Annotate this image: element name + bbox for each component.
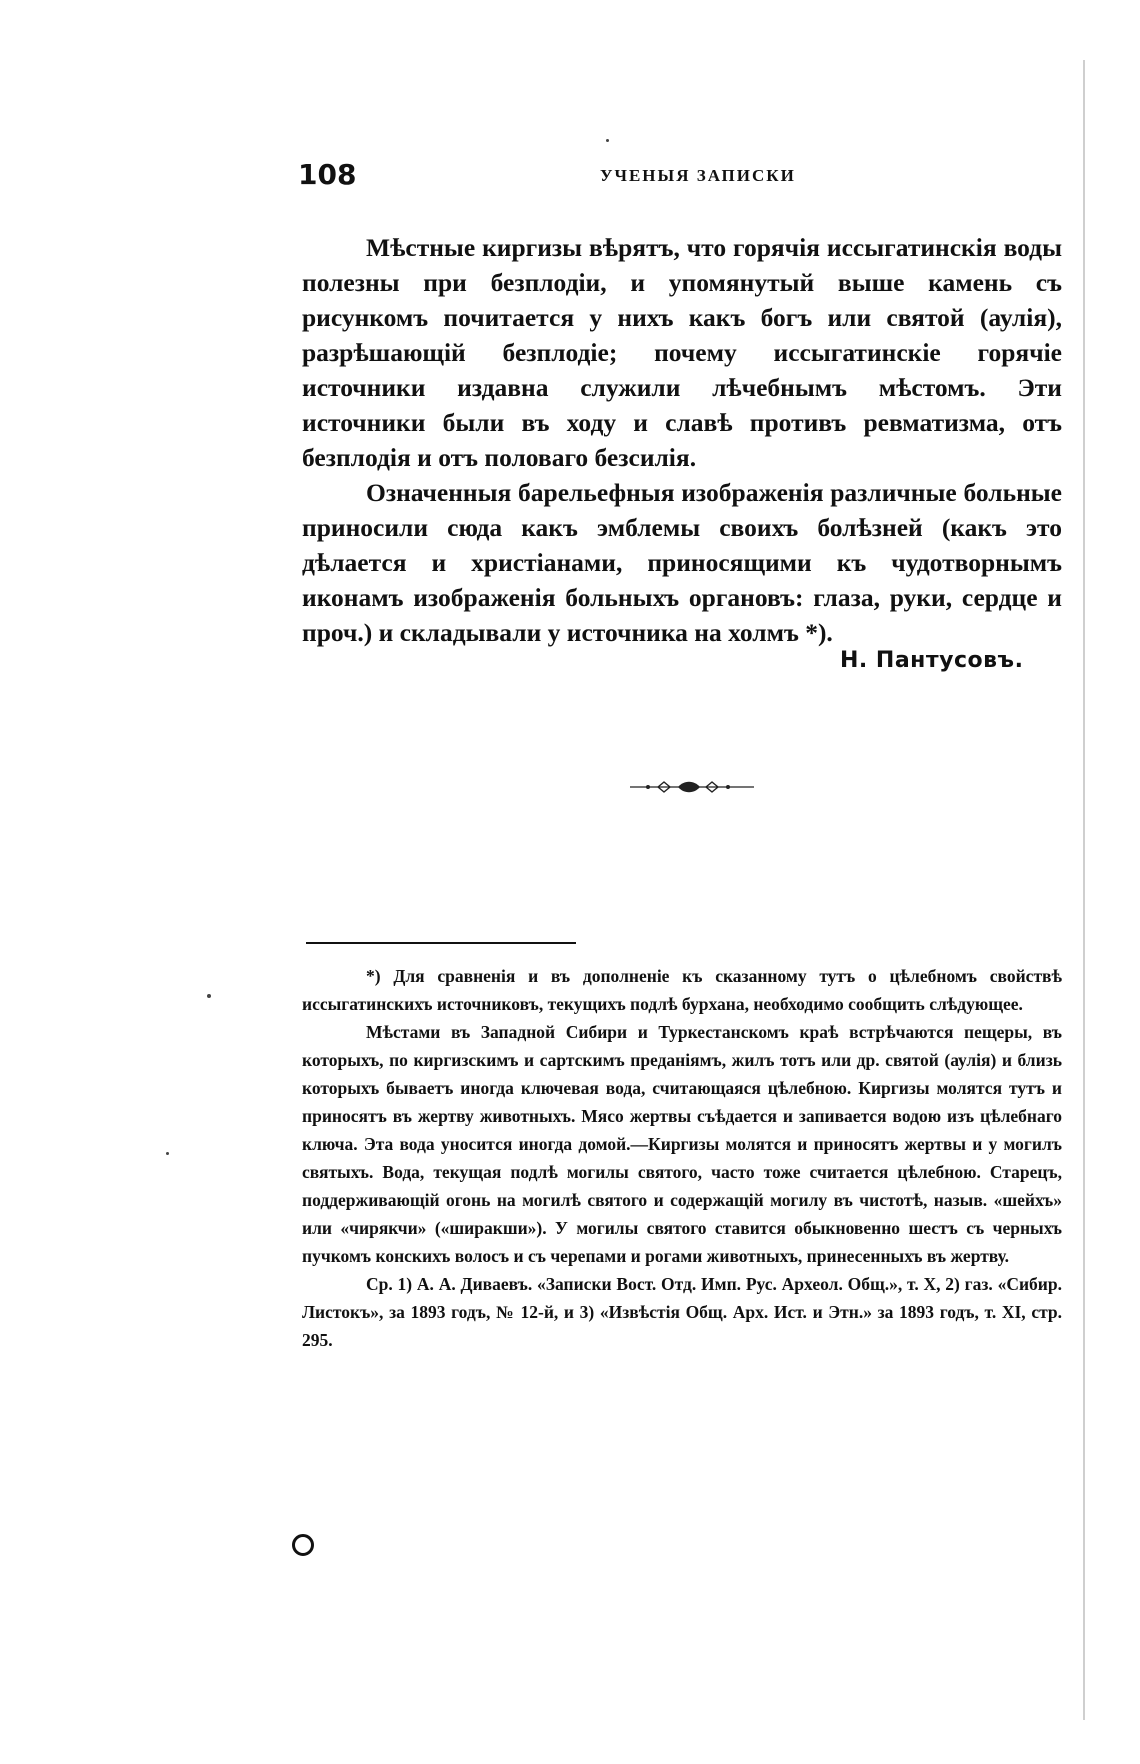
body-paragraph-2: Означенныя барельефныя изображенія различные больные приносили сюда какъ эмблемы своихъ болѣзней (какъ это дѣлается и христіанами, приносящими къ чудотворнымъ иконамъ изображенія больныхъ органовъ: глаза, руки, сердце и проч.) и складывали у источника на холмъ *). <box>302 478 1062 647</box>
section-divider-ornament <box>628 778 756 796</box>
footnote-paragraph-3: Ср. 1) А. А. Диваевъ. «Записки Вост. Отд. Имп. Рус. Археол. Общ.», т. X, 2) газ. «Сибир. Листокъ», за 1893 годъ, № 12-й, и 3) «Извѣстія Общ. Арх. Ист. и Этн.» за 1893 годъ, т. XI, стр. 295. <box>302 1274 1062 1350</box>
paper-speck <box>606 139 609 142</box>
running-title: УЧЕНЫЯ ЗАПИСКИ <box>600 166 796 185</box>
footnote-paragraph-1: *) Для сравненія и въ дополненіе къ сказанному тутъ о цѣлебномъ свойствѣ иссыгатинскихъ источниковъ, текущихъ подлѣ бурхана, необходимо сообщить слѣдующее. <box>302 966 1062 1014</box>
author-signature: Н. Пантусовъ. <box>840 648 1024 673</box>
body-paragraph-1: Мѣстные киргизы вѣрятъ, что горячія иссыгатинскія воды полезны при безплодіи, и упомянутый выше камень съ рисункомъ почитается у нихъ какъ богъ или святой (аулія), разрѣшающій безплодіе; почему иссыгатинскіе горячіе источники издавна служили лѣчебнымъ мѣстомъ. Эти источники были въ ходу и славѣ противъ ревматизма, отъ безплодія и отъ половаго безсилія. <box>302 233 1062 472</box>
footnotes <box>302 962 1062 1354</box>
footnote-separator <box>306 942 576 944</box>
page-header <box>298 158 1058 198</box>
footnote-paragraph-2: Мѣстами въ Западной Сибири и Туркестанскомъ краѣ встрѣчаются пещеры, въ которыхъ, по киргизскимъ и сартскимъ преданіямъ, жилъ тотъ или др. святой (аулія) и близь которыхъ бываетъ иногда ключевая вода, считающаяся цѣлебною. Киргизы молятся тутъ и приносятъ въ жертву животныхъ. Мясо жертвы съѣдается и запивается водою изъ цѣлебнаго ключа. Эта вода уносится иногда домой.—Киргизы молятся и приносятъ жертвы и у могилъ святыхъ. Вода, текущая подлѣ могилы святого, часто тоже считается цѣлебною. Старецъ, поддерживающій огонь на могилѣ святого и содержащій могилу въ чистотѣ, назыв. «шейхъ» или «чирякчи» («ширакши»). У могилы святого ставится обыкновенно шестъ съ черныхъ пучкомъ конскихъ волосъ и съ черепами и рогами животныхъ, принесенныхъ въ жертву. <box>302 1022 1062 1266</box>
scan-mark-circle <box>292 1534 314 1556</box>
paper-speck <box>166 1152 169 1155</box>
page-number: 108 <box>298 158 357 191</box>
page-edge-line <box>1083 60 1085 1720</box>
paper-speck <box>207 994 211 998</box>
main-text <box>302 230 1062 650</box>
